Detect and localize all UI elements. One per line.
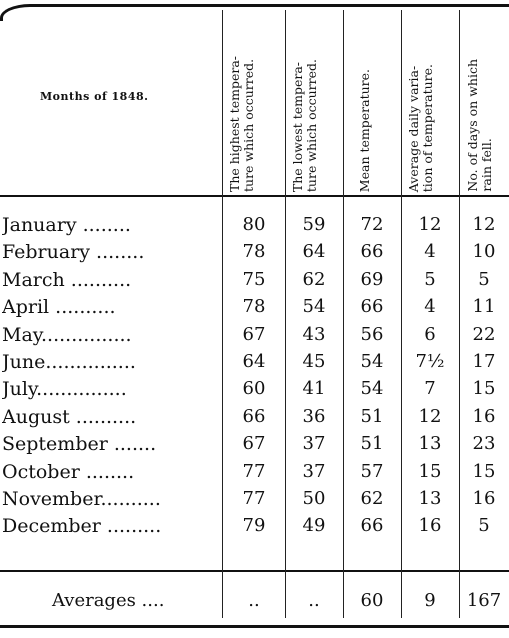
table-row (0, 486, 509, 512)
cell-rain: 16 (472, 488, 496, 509)
cell-rain: 11 (472, 296, 496, 318)
cell-highest: 77 (242, 460, 266, 482)
cell-highest: 66 (242, 405, 266, 427)
month-label: May............... (2, 323, 132, 346)
header-daily-variation (407, 10, 455, 192)
cell-lowest: 50 (302, 488, 326, 509)
cell-lowest: 54 (302, 296, 326, 318)
cell-lowest: 49 (302, 515, 326, 537)
cell-highest: 67 (242, 323, 266, 345)
cell-mean: 66 (360, 241, 384, 263)
averages-highest: .. (248, 590, 260, 611)
months-header: Months of 1848. (40, 90, 149, 103)
cell-rain: 15 (472, 378, 496, 400)
cell-lowest: 45 (302, 351, 326, 372)
top-rule (30, 4, 509, 7)
cell-variation: 16 (418, 515, 442, 537)
cell-lowest: 43 (302, 323, 326, 345)
cell-highest: 78 (242, 296, 266, 318)
table-row (0, 294, 509, 320)
cell-rain: 17 (472, 351, 496, 372)
cell-rain: 22 (472, 323, 496, 345)
cell-lowest: 36 (302, 405, 326, 427)
cell-lowest: 37 (302, 460, 326, 482)
cell-highest: 67 (242, 433, 266, 455)
header-daily-variation-text: Average daily varia- tion of temperature. (406, 63, 435, 192)
header-highest-temp-text: The highest tempera- ture which occurred. (227, 56, 256, 192)
table-row (0, 376, 509, 402)
cell-highest: 79 (242, 515, 266, 537)
cell-variation: 15 (418, 460, 442, 482)
cell-mean: 66 (360, 515, 384, 537)
averages-label: Averages .... (52, 590, 165, 611)
averages-rain: 167 (466, 590, 502, 611)
bottom-rule (0, 625, 509, 628)
cell-highest: 78 (242, 241, 266, 263)
cell-rain: 10 (472, 241, 496, 263)
cell-mean: 54 (360, 378, 384, 400)
cell-mean: 51 (360, 405, 384, 427)
table-row (0, 431, 509, 457)
cell-rain: 15 (472, 460, 496, 482)
cell-variation: 6 (424, 323, 436, 345)
cell-variation: 5 (424, 268, 436, 290)
cell-mean: 72 (360, 214, 384, 235)
month-label: March .......... (2, 268, 132, 291)
cell-mean: 51 (360, 433, 384, 455)
cell-mean: 54 (360, 351, 384, 372)
cell-rain: 5 (478, 515, 490, 537)
month-label: April .......... (2, 296, 116, 319)
top-rule-curve (0, 4, 43, 21)
table-row (0, 404, 509, 430)
cell-mean: 56 (360, 323, 384, 345)
cell-mean: 66 (360, 296, 384, 318)
cell-variation: 13 (418, 488, 442, 509)
cell-variation: 7 (424, 378, 436, 400)
header-highest-temp (228, 10, 280, 192)
cell-highest: 80 (242, 214, 266, 235)
month-label: October ........ (2, 460, 135, 483)
body-rule (0, 570, 509, 572)
month-label: August .......... (2, 405, 137, 428)
cell-variation: 12 (418, 405, 442, 427)
table-row (0, 349, 509, 375)
averages-variation: 9 (424, 590, 436, 611)
cell-variation: 12 (418, 214, 442, 235)
month-label: December ......... (2, 515, 162, 538)
cell-rain: 5 (478, 268, 490, 290)
cell-mean: 62 (360, 488, 384, 509)
cell-lowest: 62 (302, 268, 326, 290)
cell-rain: 12 (472, 214, 496, 235)
month-label: September ....... (2, 433, 157, 456)
averages-mean: 60 (360, 590, 384, 611)
table-row (0, 212, 509, 238)
table-row (0, 322, 509, 348)
header-lowest-temp (291, 10, 339, 192)
month-label: June............... (2, 351, 136, 373)
month-label: July............... (2, 378, 127, 401)
cell-variation: 4 (424, 241, 436, 263)
cell-highest: 75 (242, 268, 266, 290)
cell-lowest: 37 (302, 433, 326, 455)
table-row (0, 513, 509, 539)
cell-variation: 4 (424, 296, 436, 318)
averages-lowest: .. (308, 590, 320, 611)
header-rain-days (466, 10, 506, 192)
header-lowest-temp-text: The lowest tempera- ture which occurred. (290, 58, 319, 192)
cell-highest: 60 (242, 378, 266, 400)
cell-mean: 57 (360, 460, 384, 482)
cell-variation: 7½ (415, 351, 445, 372)
cell-lowest: 59 (302, 214, 326, 235)
header-mean-temp-text: Mean temperature. (357, 68, 372, 192)
cell-lowest: 41 (302, 378, 326, 400)
cell-rain: 16 (472, 405, 496, 427)
header-rule (0, 195, 509, 197)
month-label: February ........ (2, 241, 145, 264)
month-label: November.......... (2, 488, 161, 510)
header-mean-temp (358, 10, 398, 192)
cell-variation: 13 (418, 433, 442, 455)
month-label: January ........ (2, 214, 131, 236)
header-rain-days-text: No. of days on which rain fell. (465, 59, 494, 192)
cell-mean: 69 (360, 268, 384, 290)
table-row (0, 459, 509, 485)
table-row (0, 239, 509, 265)
table-row (0, 267, 509, 293)
cell-lowest: 64 (302, 241, 326, 263)
cell-rain: 23 (472, 433, 496, 455)
cell-highest: 77 (242, 488, 266, 509)
cell-highest: 64 (242, 351, 266, 372)
